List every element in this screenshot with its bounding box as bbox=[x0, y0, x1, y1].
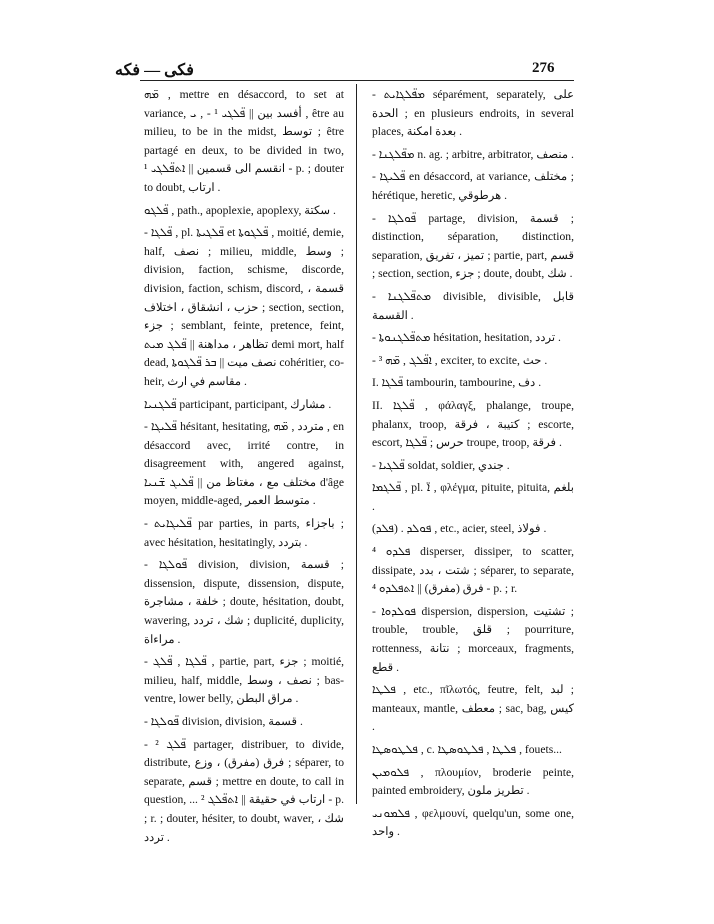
dictionary-entry: - ³ ܐܦ̈ܠܓ , ܡ̈ܗ , exciter, to excite, حث . bbox=[372, 353, 548, 367]
dictionary-entry: - ܦ̈ܠܝܓܐ hésitant, hesitating, متردد , ܡ̈ܗ , en désaccord avec, irrité contre, in disagreement with, angered against, مختلف مع ، مغتاظ من || ܦ̈ܠܝܓ ܫ̈ܢܝܐ d'âge moyen, middle-aged, متوسط العمر . bbox=[144, 420, 345, 508]
header-rule bbox=[140, 80, 574, 81]
dictionary-entry: - ² ܦ̈ܠܓ partager, distribuer, to divide, distribute, فرق (مفرق) ، وزع ; séparer, to separate, قسم ; mettre en doute, to call in question, ... ارتاب في حقيقة || ܐܬܦ̈ܠܓ ² - p. ; r. ; douter, hésiter, to doubt, waver, شك ، تردد . bbox=[144, 737, 345, 844]
dictionary-entry: - ܡܬܦ̈ܠܓܢܐ divisible, divisible, قابل القسمة . bbox=[372, 289, 574, 322]
dictionary-entry: - ܡܦ̈ܠܓܢܐ n. ag. ; arbitre, arbitrator, منصف . bbox=[372, 147, 574, 161]
dictionary-entry: - ܦ̈ܠܓܐ , ܦ̈ܠܓ , partie, part, جزء ; moitié, milieu, half, middle, نصف ، وسط ; bas-ventre, lower belly, مراق البطن . bbox=[144, 655, 344, 706]
dictionary-entry: ܡ̈ܗ , mettre en désaccord, to set at variance, أفسد بين || ܦ̈ܠܓܝ ¹ - , ܝ , être au milieu, to be in the midst, توسط ; être partagé en deux, to be divided in two, انقسم الى قسمين || ܐܬܦ̈ܠܓܝ ¹ - p. ; douter to doubt, ارتاب . bbox=[144, 88, 344, 194]
dictionary-entry: (ܦܠܕ) . ܦܘܠܕ , etc., acier, steel, فولاذ . bbox=[372, 522, 547, 536]
column-divider bbox=[356, 84, 357, 804]
dictionary-entry: - ܦ̈ܠܓܐ , pl. ܦ̈ܠܓܝܬܐ et ܦ̈ܠܓܘܬܐ , moitié, demie, half, نصف ; milieu, middle, وسط ; division, faction, schisme, discorde, division, faction, schism, discord, قسمة ، حزب ، انشقاق ، اختلاف ; section, section, جزء ; semblant, feinte, pretence, feint, تظاهر ، مداهنة || ܦ̈ܠܓ ܡܝܬ demi mort, half dead, نصف ميت || ܒܪ ܦ̈ܠܓܘܬܐ cohéritier, co-heir, مقاسم في ارث . bbox=[144, 226, 345, 388]
dictionary-entry: ܦܠܡܘܢܝ , φελμουνί, quelqu'un, some one, واحد . bbox=[372, 806, 574, 839]
dictionary-entry: ܦ̈ܠܓܘ , path., apoplexie, apoplexy, سكتة . bbox=[144, 203, 336, 217]
dictionary-entry: - ܡܦ̈ܠܓܐܝܬ séparément, separately, على الحدة ; en plusieurs endroits, in several places, بعدة امكنة . bbox=[372, 88, 574, 139]
dictionary-entry: - ܡܬܦ̈ܠܓܢܘܬܐ hésitation, hesitation, تردد . bbox=[372, 331, 561, 345]
dictionary-entry: - ܦ̈ܘܠܓܐ partage, division, قسمة ; distinction, séparation, distinction, separation, تميز ، تفريق ; partie, part, قسم ; section, section, جزء ; doute, doubt, شك . bbox=[372, 211, 575, 281]
dictionary-entry: - ܦ̈ܘܠܓܐ division, division, قسمة ; dissension, dispute, dissension, dispute, خلفة ، مشاجرة ; doute, hésitation, doubt, wavering, شك ، تردد ; duplicité, duplicity, مراءاة . bbox=[144, 558, 345, 646]
dictionary-entry: - ܦ̈ܠܝܓܐ en désaccord, at variance, مختلف ; hérétique, heretic, هرطوقي . bbox=[372, 170, 575, 202]
dictionary-entry: - ܦ̈ܘܠܓܐ division, division, قسمة . bbox=[144, 715, 303, 728]
dictionary-entry: - ܦ̈ܠܝܓܐܝܬ par parties, in parts, باجزاء ; avec hésitation, hesitatingly, بتردد . bbox=[144, 517, 344, 549]
dictionary-entry: ⁴ ܦܠܕܘ disperser, dissiper, to scatter, dissipate, شتت ، بدد ; séparer, to separate, فرق (مفرق) || ܐܬܦܠܕܘ ⁴ - p. ; r. bbox=[372, 545, 574, 596]
dictionary-entry: ܦܠܛܐ , etc., πῖλωτός, feutre, felt, لبد ; manteaux, mantle, معطف ; sac, bag, كيس . bbox=[372, 683, 575, 734]
dictionary-entry: I. ܦ̈ܠܓܐ tambourin, tambourine, دف . bbox=[372, 376, 542, 390]
left-column bbox=[144, 86, 344, 851]
dictionary-entry: - ܦܘܠܕܘܐ dispersion, dispersion, تشتيت ; trouble, trouble, قلق ; pourriture, rottenness, نتانة ; morceaux, fragments, قطع . bbox=[372, 604, 574, 674]
page-number: 276 bbox=[532, 60, 555, 76]
dictionary-entry: ܦ̈ܠܓܡܐ , pl. ܐ̈ , φλέγμα, pituite, pituita, بلغم . bbox=[372, 481, 574, 513]
dictionary-entry: - ܦ̈ܠܓܝܐ soldat, soldier, جندي . bbox=[372, 458, 510, 472]
dictionary-entry: ܦܠܛܘܣܛܐ , c. ܦܠܛܐ , ܦܠܛܘܣܛܐ , fouets... bbox=[372, 743, 562, 756]
right-column bbox=[372, 86, 574, 846]
running-title: فكى — فكه bbox=[115, 62, 194, 79]
dictionary-entry: ܦ̈ܠܓܢܝܐ participant, participant, مشارك . bbox=[144, 397, 332, 411]
dictionary-entry: ܦܠܘܡܝܢ , πλουμίον, broderie peinte, painted embroidery, تطريز ملون . bbox=[372, 765, 574, 798]
dictionary-entry: II. ܦ̈ܠܓܐ , φάλαγξ, phalange, troupe, phalanx, troop, كتيبة ، فرقة ; escorte, escort, حرس ; ܦ̈ܠܓܐ troupe, troop, فرقة . bbox=[372, 398, 574, 450]
